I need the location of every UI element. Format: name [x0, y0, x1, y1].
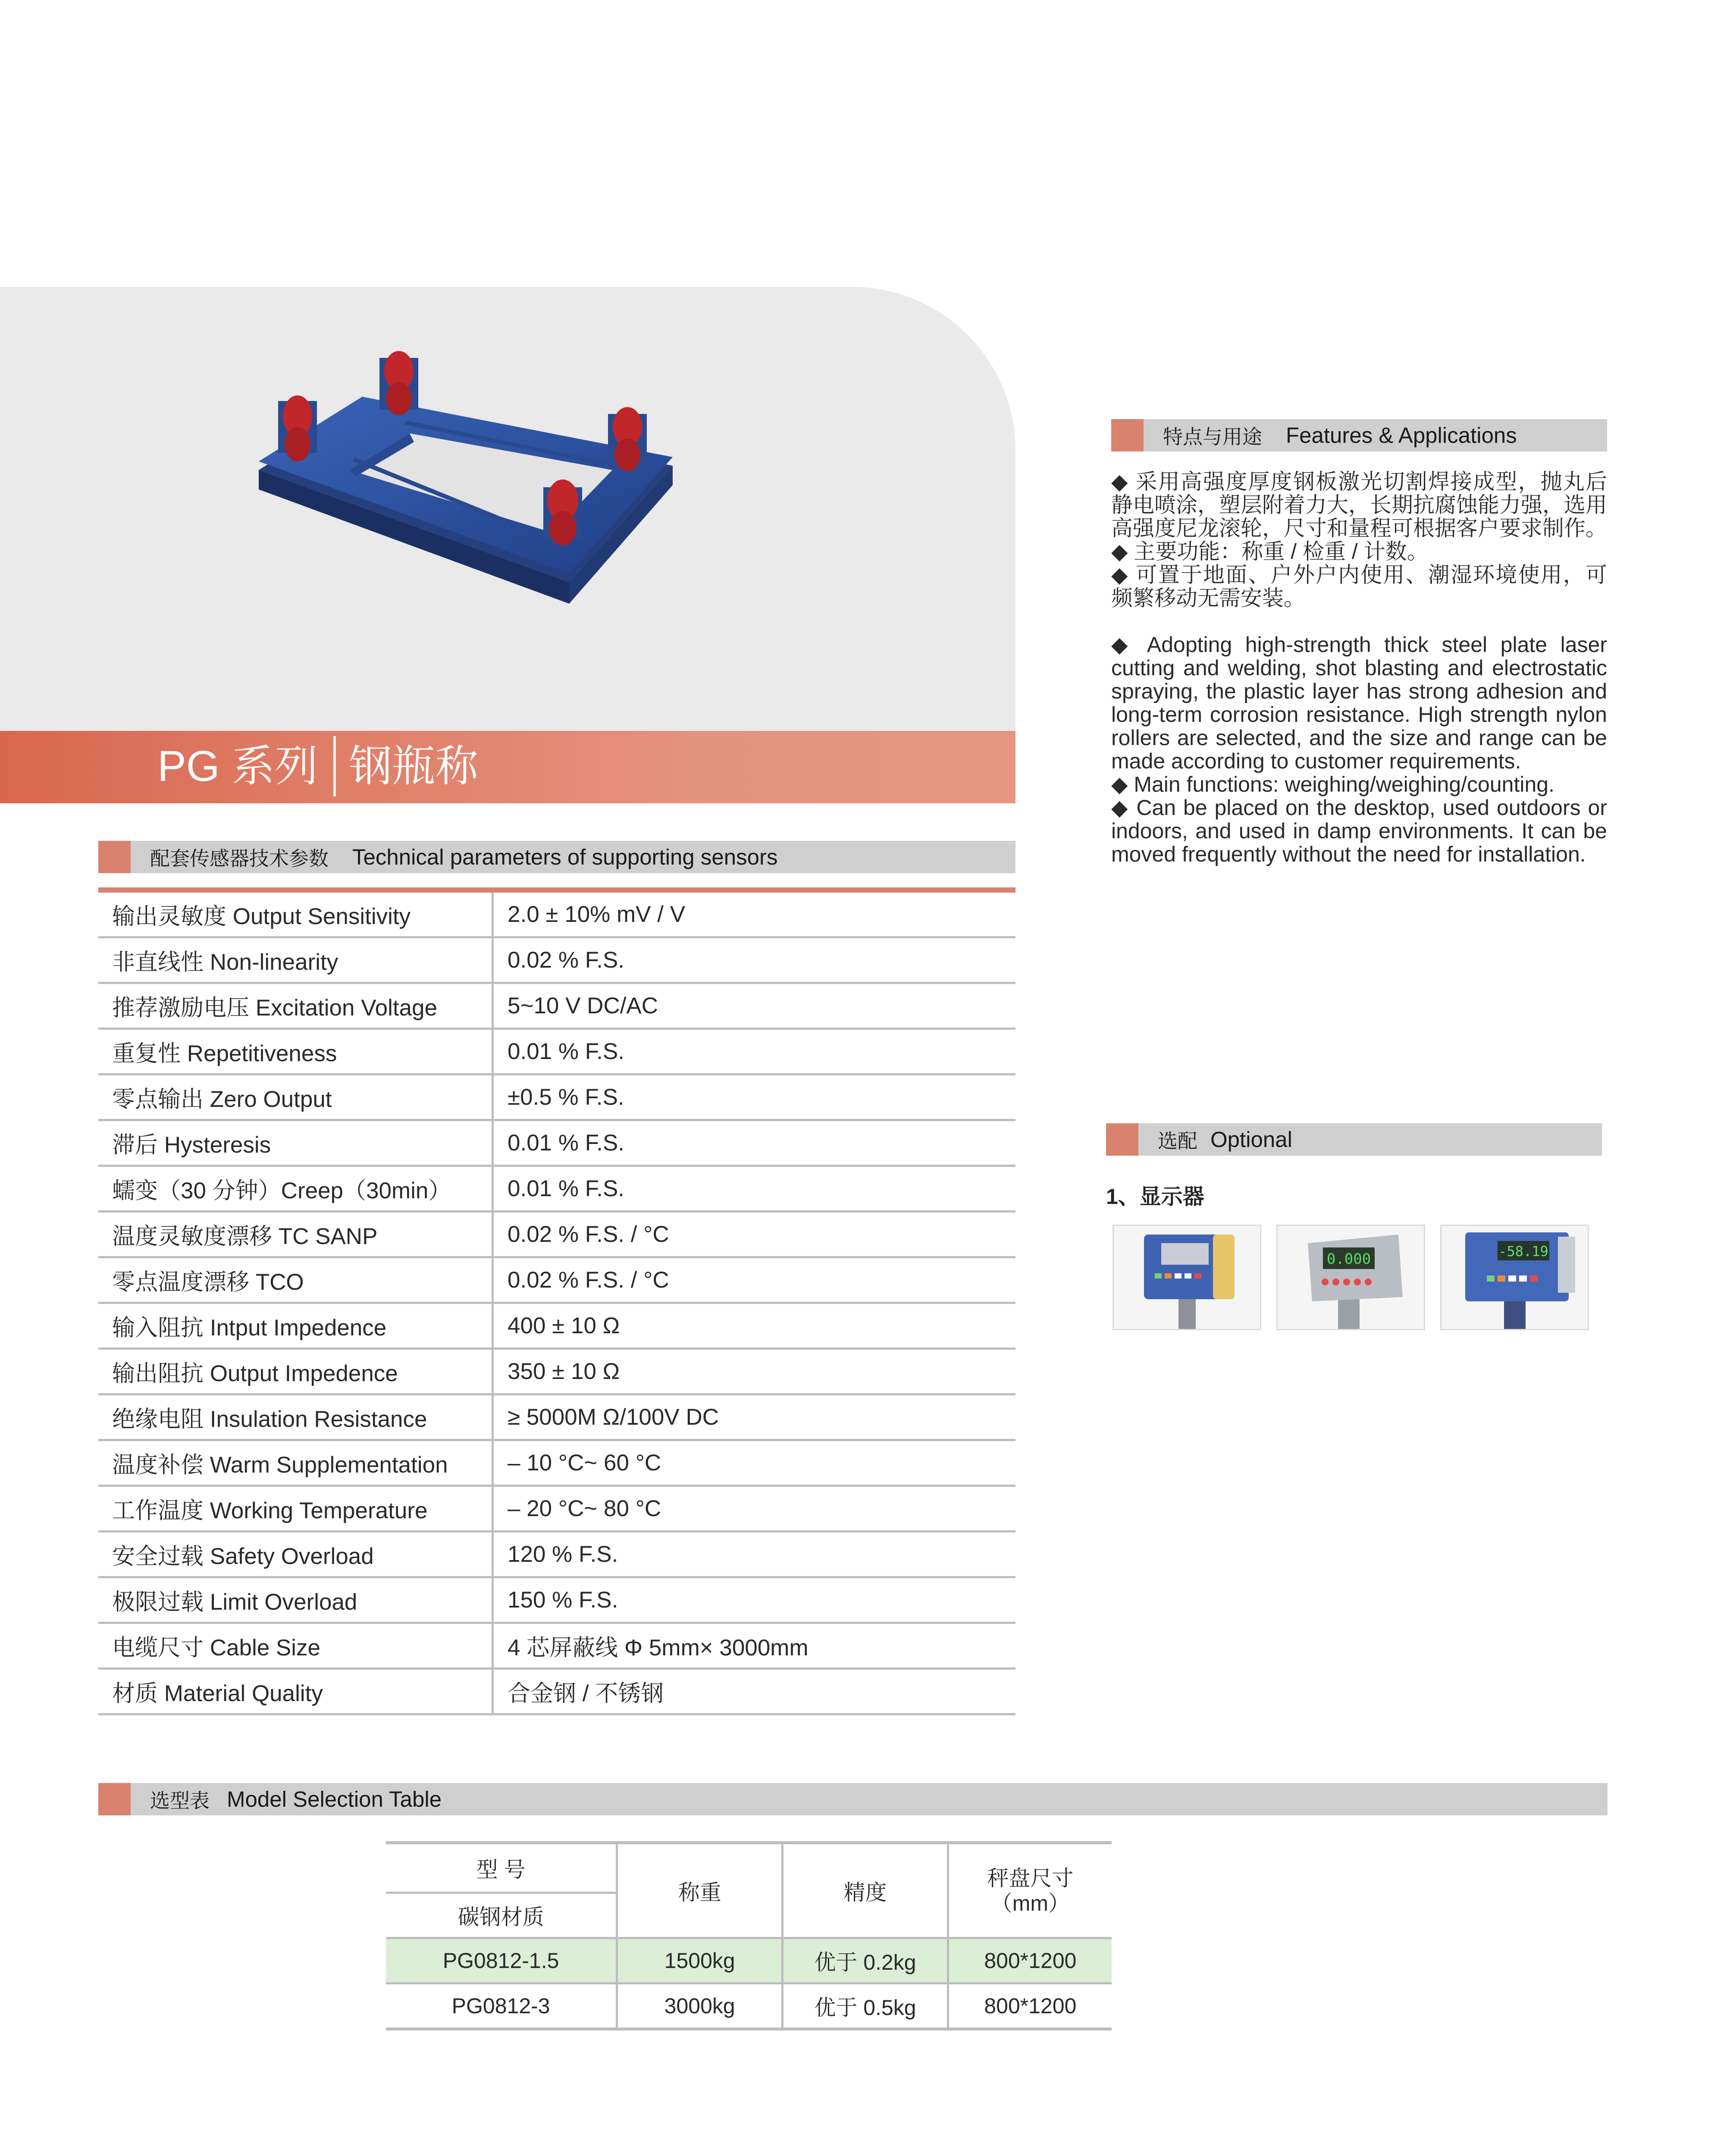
header-row [386, 1843, 1112, 1893]
indicator-display-1-icon [1114, 1226, 1261, 1330]
param-name: 工作温度 Working Temperature [98, 1486, 493, 1532]
param-value: – 10 °C~ 60 °C [493, 1440, 1016, 1486]
product-image [241, 341, 690, 634]
weight-cell: 3000kg [617, 1984, 783, 2029]
param-name: 电缆尺寸 Cable Size [98, 1623, 493, 1669]
param-name: 滞后 Hysteresis [98, 1120, 493, 1166]
table-row [98, 1075, 1015, 1120]
table-row [98, 1257, 1015, 1303]
table-row [98, 1029, 1015, 1075]
table-row [98, 1212, 1015, 1257]
precision-cell: 优于 0.2kg [783, 1938, 948, 1984]
param-name: 绝缘电阻 Insulation Resistance [98, 1395, 493, 1440]
param-value: 5~10 V DC/AC [493, 983, 1016, 1029]
param-name: 零点温度漂移 TCO [98, 1257, 493, 1303]
param-value: 2.0 ± 10% mV / V [493, 890, 1016, 937]
readout-2: 0.000 [1326, 1250, 1371, 1268]
table-row [98, 1166, 1015, 1212]
feature-zh-3: ◆ 可置于地面、户外户内使用、潮湿环境使用，可频繁移动无需安装。 [1111, 563, 1607, 610]
display-option-2 [1276, 1225, 1425, 1330]
roller-front-left [278, 395, 317, 461]
section-marker [1111, 419, 1144, 451]
col-pan-header [948, 1843, 1112, 1938]
display-option-3 [1440, 1225, 1589, 1330]
table-row [98, 1303, 1015, 1349]
col-model-header: 型 号 [386, 1843, 617, 1893]
section-marker [1106, 1123, 1138, 1156]
param-value: 0.01 % F.S. [493, 1120, 1016, 1166]
indicator-display-2-icon [1278, 1226, 1425, 1330]
table-row [98, 1669, 1015, 1714]
param-value: 0.02 % F.S. / °C [493, 1212, 1016, 1257]
model-section-header [98, 1783, 1608, 1815]
roller-front-right [543, 479, 582, 545]
param-name: 输出灵敏度 Output Sensitivity [98, 890, 493, 937]
title-band [0, 731, 1015, 803]
table-row [98, 1120, 1015, 1166]
readout-3: -58.19 [1498, 1243, 1548, 1260]
param-value: 0.02 % F.S. / °C [493, 1257, 1016, 1303]
param-value: 合金钢 / 不锈钢 [493, 1669, 1016, 1714]
table-row [98, 1532, 1015, 1577]
roller-rear-right [608, 407, 647, 471]
feature-zh-1: ◆ 采用高强度厚度钢板激光切割焊接成型，抛丸后静电喷涂，塑层附着力大，长期抗腐蚀能力强，选用高强度尼龙滚轮，尺寸和量程可根据客户要求制作。 [1111, 470, 1607, 540]
feature-en-1: ◆ Adopting high-strength thick steel plate laser cutting and welding, shot blasting and electrostatic spraying, the plastic layer has strong adhesion and long-term corrosion resistance. High strength nylon rollers are selected, and the size and range can be made according to customer requirements. [1111, 633, 1607, 773]
param-name: 零点输出 Zero Output [98, 1075, 493, 1120]
table-row [386, 1984, 1112, 2029]
param-name: 非直线性 Non-linearity [98, 937, 493, 983]
indicator-display-3-icon [1442, 1226, 1589, 1330]
table-row [98, 1349, 1015, 1395]
pan-label: 秤盘尺寸 [987, 1866, 1074, 1890]
tech-table [98, 887, 1015, 1715]
section-marker [98, 1783, 131, 1815]
param-value: 4 芯屏蔽线 Φ 5mm× 3000mm [493, 1623, 1016, 1669]
param-name: 重复性 Repetitiveness [98, 1029, 493, 1075]
table-row [98, 937, 1015, 983]
table-row [98, 1486, 1015, 1532]
table-row [98, 1577, 1015, 1623]
table-row [98, 1623, 1015, 1669]
features-section-header [1111, 419, 1607, 451]
optional-header-en: Optional [1210, 1127, 1292, 1152]
param-value: 0.01 % F.S. [493, 1029, 1016, 1075]
feature-en-2: ◆ Main functions: weighing/weighing/counting. [1111, 772, 1554, 796]
model-header-en: Model Selection Table [227, 1787, 442, 1811]
param-value: 120 % F.S. [493, 1532, 1016, 1577]
series-name: PG 系列 [157, 742, 318, 790]
model-header-zh: 选型表 [150, 1789, 210, 1812]
precision-cell: 优于 0.5kg [783, 1984, 948, 2029]
param-value: – 20 °C~ 80 °C [493, 1486, 1016, 1532]
param-name: 安全过载 Safety Overload [98, 1532, 493, 1577]
features-header-zh: 特点与用途 [1163, 425, 1262, 448]
param-value: 150 % F.S. [493, 1577, 1016, 1623]
section-marker [98, 841, 131, 873]
param-name: 输出阻抗 Output Impedence [98, 1349, 493, 1395]
model-table [386, 1841, 1112, 2031]
feature-zh-2: ◆ 主要功能：称重 / 检重 / 计数。 [1111, 539, 1429, 564]
optional-subtitle: 1、显示器 [1106, 1185, 1204, 1209]
pan-cell: 800*1200 [948, 1984, 1112, 2029]
param-name: 材质 Material Quality [98, 1669, 493, 1714]
model-cell: PG0812-3 [386, 1984, 617, 2029]
col-weight-header: 称重 [617, 1843, 783, 1938]
param-value: 350 ± 10 Ω [493, 1349, 1016, 1395]
param-value: ≥ 5000M Ω/100V DC [493, 1395, 1016, 1440]
features-text [1111, 470, 1607, 866]
display-option-1 [1112, 1225, 1261, 1330]
tech-header-en: Technical parameters of supporting sensors [352, 845, 778, 869]
table-row [98, 1440, 1015, 1486]
tech-header-zh: 配套传感器技术参数 [150, 847, 329, 870]
weight-cell: 1500kg [617, 1938, 783, 1984]
col-material-header: 碳钢材质 [386, 1893, 617, 1938]
param-value: ±0.5 % F.S. [493, 1075, 1016, 1120]
param-name: 极限过载 Limit Overload [98, 1577, 493, 1623]
optional-header-zh: 选配 [1158, 1129, 1197, 1152]
param-name: 温度灵敏度漂移 TC SANP [98, 1212, 493, 1257]
table-row [98, 1395, 1015, 1440]
title-divider [333, 736, 336, 796]
optional-section-header [1106, 1123, 1602, 1156]
table-row [98, 983, 1015, 1029]
page-title [157, 738, 478, 794]
features-header-en: Features & Applications [1286, 423, 1517, 448]
table-row [98, 890, 1015, 937]
pan-unit: （mm） [990, 1891, 1070, 1915]
param-value: 400 ± 10 Ω [493, 1303, 1016, 1349]
param-name: 蠕变（30 分钟）Creep（30min） [98, 1166, 493, 1212]
product-name: 钢瓶称 [349, 742, 479, 790]
tech-section-header [98, 841, 1015, 873]
model-cell: PG0812-1.5 [386, 1938, 617, 1984]
feature-en-3: ◆ Can be placed on the desktop, used outdoors or indoors, and used in damp environments. It can be moved frequently without the need for installation. [1111, 796, 1607, 866]
pan-cell: 800*1200 [948, 1938, 1112, 1984]
param-value: 0.01 % F.S. [493, 1166, 1016, 1212]
param-name: 推荐激励电压 Excitation Voltage [98, 983, 493, 1029]
param-name: 温度补偿 Warm Supplementation [98, 1440, 493, 1486]
col-precision-header: 精度 [783, 1843, 948, 1938]
table-row [386, 1938, 1112, 1984]
param-name: 输入阻抗 Intput Impedence [98, 1303, 493, 1349]
roller-rear-left [379, 351, 418, 415]
param-value: 0.02 % F.S. [493, 937, 1016, 983]
